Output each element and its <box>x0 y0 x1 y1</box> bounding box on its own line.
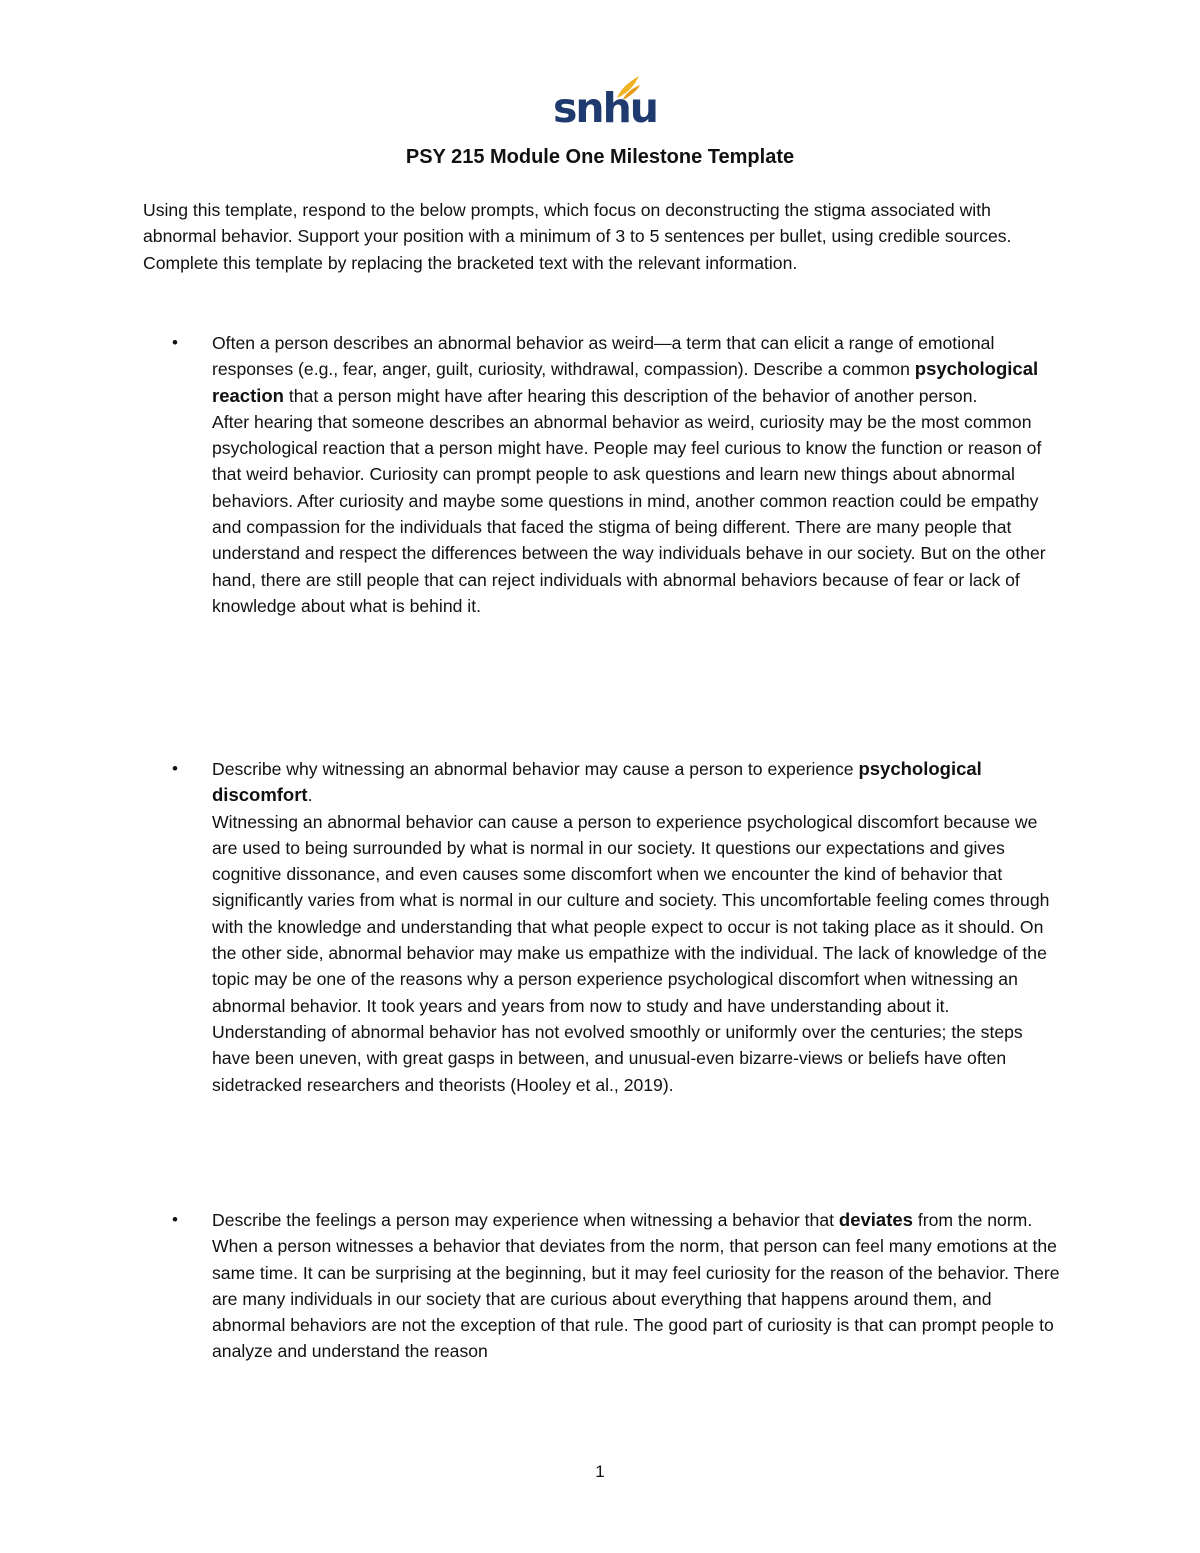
bullet-prompt <box>212 756 1062 809</box>
prompt-keyword: deviates <box>838 1209 913 1230</box>
bullet-response: After hearing that someone describes an abnormal behavior as weird, curiosity may be the most common psychological reaction that a person might have. People may feel curious to know the function or reason of that weird behavior. Curiosity can prompt people to ask questions and learn new things about abnormal behaviors. After curiosity and maybe some questions in mind, another common reaction could be empathy and compassion for the individuals that faced the stigma of being different. There are many people that understand and respect the differences between the way individuals behave in our society. But on the other hand, there are still people that can reject individuals with abnormal behaviors because of fear or lack of knowledge about what is behind it. <box>212 411 1046 616</box>
bullet-prompt <box>212 1207 1062 1233</box>
document-title: PSY 215 Module One Milestone Template <box>405 146 795 168</box>
bullet-marker: • <box>172 759 178 778</box>
bullet-item-1 <box>172 330 1062 619</box>
bullet-response: When a person witnesses a behavior that deviates from the norm, that person can feel many emotions at the same time. It can be surprising at the beginning, but it may feel curiosity for the reason of the behavior. There are many individuals in our society that are curious about everything that happens around them, and abnormal behaviors are not the exception of that rule. The good part of curiosity is that can prompt people to analyze and understand the reason <box>212 1236 1060 1362</box>
logo-text: snhu <box>553 84 657 132</box>
prompt-text: Often a person describes an abnormal behavior as weird—a term that can elicit a range of emotional responses (e.g., fear, anger, guilt, curiosity, withdrawal, compassion). Describe a common <box>212 333 995 380</box>
prompt-keyword: psychological reaction <box>212 358 1039 406</box>
bullet-item-2 <box>172 756 1062 1098</box>
prompt-text: Describe the feelings a person may experience when witnessing a behavior that <box>212 1210 839 1230</box>
page-number: 1 <box>595 1462 605 1481</box>
bullet-item-3 <box>172 1207 1062 1365</box>
prompt-text: . <box>307 785 313 806</box>
bullet-prompt <box>212 330 1062 409</box>
bullet-marker: • <box>172 333 178 352</box>
intro-paragraph: Using this template, respond to the below prompts, which focus on deconstructing the stigma associated with abnormal behavior. Support your position with a minimum of 3 to 5 sentences per bullet, using credible sources. Complete this template by replacing the bracketed text with the relevant information. <box>143 200 1012 273</box>
prompt-text: Describe why witnessing an abnormal behavior may cause a person to experience <box>212 759 859 779</box>
bullet-response: Witnessing an abnormal behavior can cause a person to experience psychological discomfort because we are used to being surrounded by what is normal in our society. It questions our expectations and gives cognitive dissonance, and even causes some discomfort when we encounter the kind of behavior that significantly varies from what is normal in our culture and society. This uncomfortable feeling comes through with the knowledge and understanding that what people expect to occur is not taking place as it should. On the other side, abnormal behavior may make us empathize with the individual. The lack of knowledge of the topic may be one of the reasons why a person experience psychological discomfort when witnessing an abnormal behavior. It took years and years from now to study and have understanding about it. Understanding of abnormal behavior has not evolved smoothly or uniformly over the centuries; the steps have been uneven, with great gasps in between, and unusual-even bizarre-views or beliefs have often sidetracked researchers and theorists (Hooley et al., 2019). <box>212 811 1050 1095</box>
snhu-logo <box>553 74 657 134</box>
prompt-text: that a person might have after hearing this description of the behavior of another person. <box>283 385 978 406</box>
bullet-marker: • <box>172 1210 178 1229</box>
prompt-text: from the norm. <box>912 1210 1033 1230</box>
prompt-keyword: psychological discomfort <box>212 758 982 806</box>
